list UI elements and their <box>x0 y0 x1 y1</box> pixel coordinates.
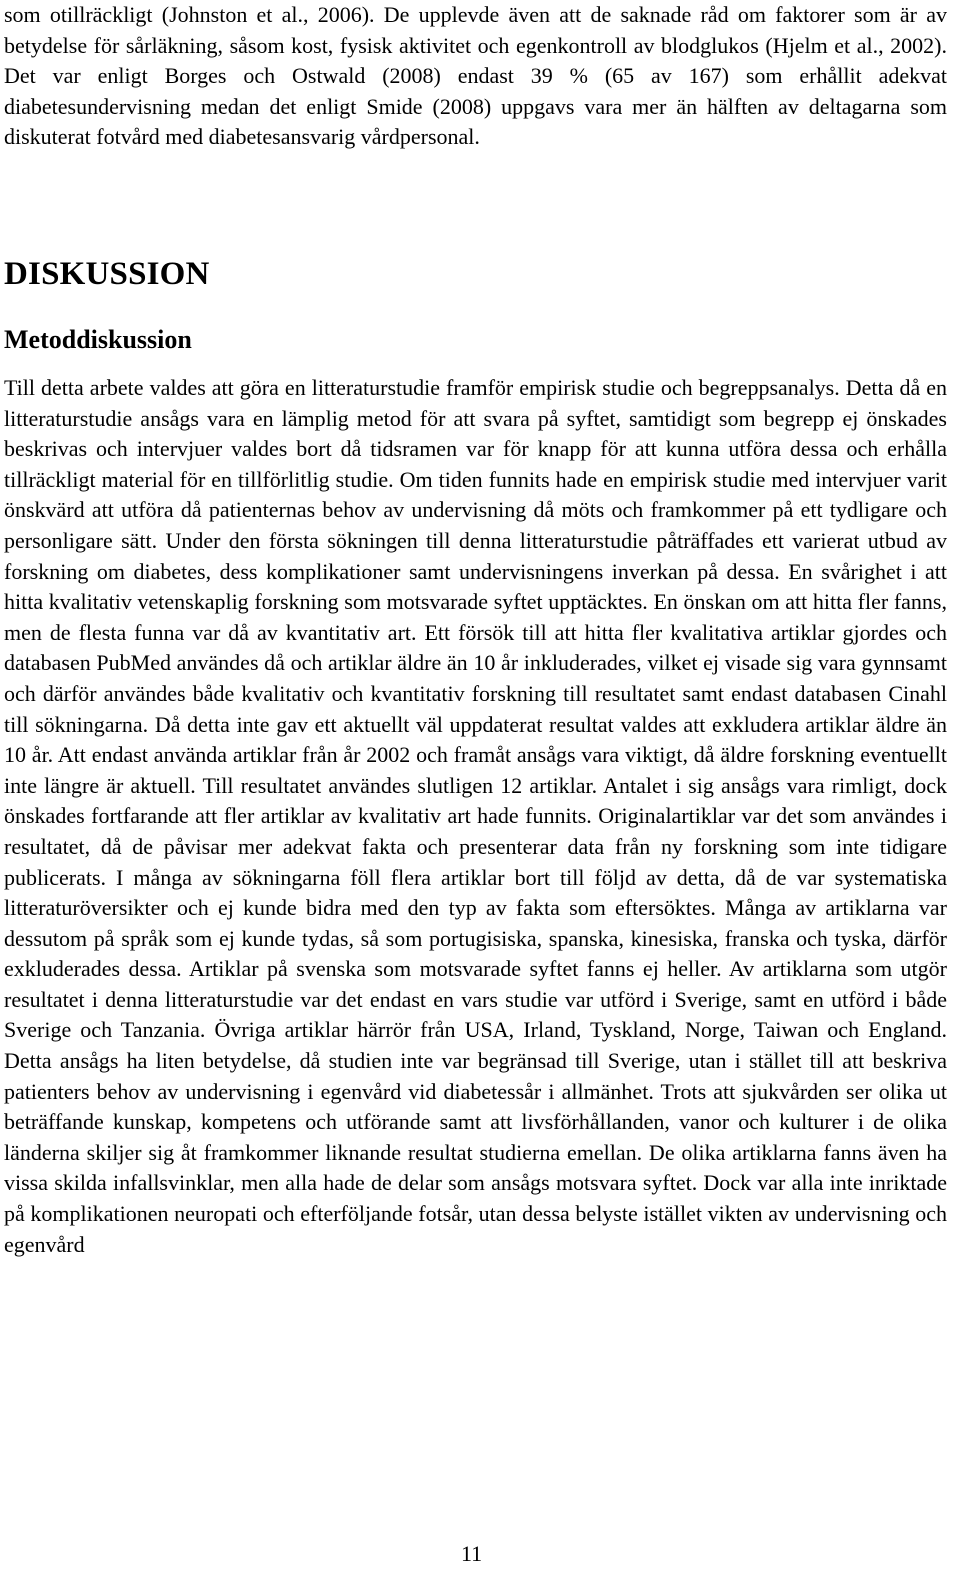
document-page <box>4 0 947 1257</box>
intro-paragraph: som otillräckligt (Johnston et al., 2006). De upplevde även att de saknade råd om faktorer som är av betydelse för sårläkning, såsom kost, fysisk aktivitet och egenkontroll av blodglukos (Hjelm et al., 2002). Det var enligt Borges och Ostwald (2008) endast 39 % (65 av 167) som erhållit adekvat diabetesundervisning medan det enligt Smide (2008) uppgavs vara mer än hälften av deltagarna som diskuterat fotvård med diabetesansvarig vårdpersonal. <box>4 2 947 150</box>
method-discussion-paragraph: Till detta arbete valdes att göra en litteraturstudie framför empirisk studie och begreppsanalys. Detta då en litteraturstudie ansågs vara en lämplig metod för att svara på syftet, samtidigt som begrepp ej önskades beskrivas och intervjuer valdes bort då tidsramen var för knapp för att kunna utföra dessa och erhålla tillräckligt material för en tillförlitlig studie. Om tiden funnits hade en empirisk studie med intervjuer varit önskvärd att utföra då patienternas behov av undervisning då möts och framkommer på ett tydligare och personligare sätt. Under den första sökningen till denna litteraturstudie påträffades ett varierat utbud av forskning om diabetes, dess komplikationer samt undervisningens inverkan på dessa. En svårighet i att hitta kvalitativ vetenskaplig forskning som motsvarade syftet upptäcktes. En önskan om att hitta fler fanns, men de flesta funna var då av kvantitativ art. Ett försök till att hitta fler kvalitativa artiklar gjordes och databasen PubMed användes då och artiklar äldre än 10 år inkluderades, vilket ej visade sig vara gynnsamt och därför användes både kvalitativ och kvantitativ forskning till resultatet samt endast databasen Cinahl till sökningarna. Då detta inte gav ett aktuellt väl uppdaterat resultat valdes att exkludera artiklar äldre än 10 år. Att endast använda artiklar från år 2002 och framåt ansågs vara viktigt, då äldre forskning eventuellt inte längre är aktuell. Till resultatet användes slutligen 12 artiklar. Antalet i sig ansågs vara rimligt, dock önskades fortfarande att fler artiklar av kvalitativ art hade funnits. Originalartiklar var det som användes i resultatet, då de påvisar mer adekvat fakta och presenterar data från ny forskning som inte tidigare publicerats. I många av sökningarna föll flera artiklar bort till följd av detta, då de var systematiska litteraturöversikter och ej kunde bidra med den typ av fakta som eftersöktes. Många av artiklarna var dessutom på språk som ej kunde tydas, så som portugisiska, spanska, kinesiska, franska och tyska, därför exkluderades dessa. Artiklar på svenska som motsvarade syftet fanns ej heller. Av artiklarna som utgör resultatet i denna litteraturstudie var det endast en vars studie var utförd i Sverige, samt en utförd i både Sverige och Tanzania. Övriga artiklar härrör från USA, Irland, Tyskland, Norge, Taiwan och England. Detta ansågs ha liten betydelse, då studien inte var begränsad till Sverige, utan i stället till att beskriva patienters behov av undervisning i egenvård vid diabetessår i allmänhet. Trots att sjukvården ser olika ut beträffande kunskap, kompetens och utförande samt att livsförhållanden, vanor och kulturer i de olika länderna skiljer sig åt framkommer liknande resultat studierna emellan. De olika artiklarna fanns även ha vissa skilda infallsvinklar, men alla hade de delar som ansågs motsvara syftet. Dock var alla inte inriktade på komplikationen neuropati och efterföljande fotsår, utan dessa belyste istället vikten av undervisning och egenvård <box>4 375 947 1257</box>
page-number: 11 <box>461 1541 483 1566</box>
section-heading: DISKUSSION <box>4 256 210 292</box>
subsection-heading: Metoddiskussion <box>4 325 192 354</box>
